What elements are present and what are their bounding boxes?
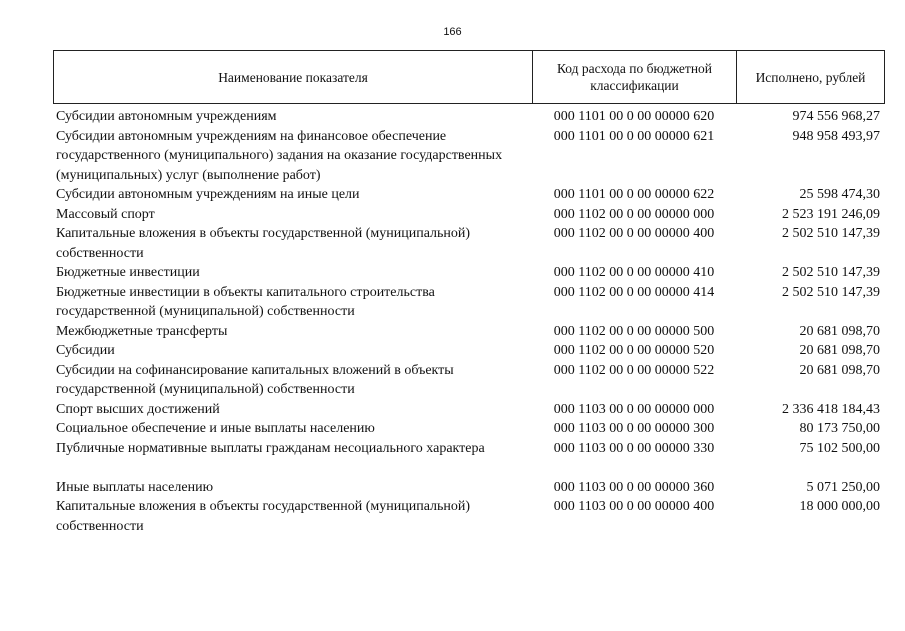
table-row — [56, 263, 880, 283]
row-name: Субсидии на софинансирование капитальных вложений в объекты государственной (муниципальной) собственности — [56, 362, 454, 397]
row-name: Бюджетные инвестиции в объекты капитального строительства государственной (муниципальной) собственности — [56, 284, 435, 319]
row-code: 000 1103 00 0 00 00000 400 — [553, 499, 715, 514]
row-amount: 20 681 098,70 — [799, 343, 880, 358]
row-name: Публичные нормативные выплаты гражданам несоциального характера — [56, 440, 485, 456]
row-amount: 2 523 191 246,09 — [782, 206, 880, 222]
table-row — [56, 439, 880, 459]
table-row — [56, 400, 880, 420]
row-name: Субсидии автономным учреждениям — [56, 109, 277, 124]
table-row — [56, 205, 880, 225]
row-name: Субсидии — [56, 343, 115, 358]
table-row — [56, 127, 880, 186]
table-row — [56, 283, 880, 322]
row-code: 000 1103 00 0 00 00000 330 — [553, 440, 715, 456]
row-code: 000 1102 00 0 00 00000 000 — [553, 206, 715, 222]
row-amount: 18 000 000,00 — [799, 499, 880, 514]
table-row — [56, 341, 880, 361]
row-code: 000 1103 00 0 00 00000 000 — [553, 401, 715, 417]
row-code: 000 1102 00 0 00 00000 410 — [553, 265, 715, 280]
row-amount: 948 958 493,97 — [792, 128, 880, 144]
row-name: Капитальные вложения в объекты государственной (муниципальной) собственности — [56, 226, 471, 261]
header-code: Код расхода по бюджетной классификации — [533, 51, 737, 103]
page-number: 166 — [443, 26, 462, 38]
table-row — [56, 478, 880, 498]
row-code: 000 1102 00 0 00 00000 414 — [553, 284, 715, 300]
row-code: 000 1101 00 0 00 00000 621 — [553, 128, 715, 144]
row-name: Субсидии автономным учреждениям на финансовое обеспечение государственного (муниципального) задания на оказание государственных (муниципальных) услуг (выполнение работ) — [56, 128, 503, 183]
row-code: 000 1101 00 0 00 00000 622 — [553, 187, 715, 202]
row-amount: 974 556 968,27 — [792, 109, 880, 124]
row-spacer — [56, 458, 880, 478]
row-name: Межбюджетные трансферты — [56, 323, 228, 339]
row-name: Капитальные вложения в объекты государственной (муниципальной) собственности — [56, 499, 471, 534]
row-name: Иные выплаты населению — [56, 479, 214, 495]
header-name: Наименование показателя — [54, 51, 533, 103]
row-amount: 2 502 510 147,39 — [782, 284, 880, 300]
row-name: Субсидии автономным учреждениям на иные цели — [56, 187, 360, 202]
table-row — [56, 185, 880, 205]
row-name: Спорт высших достижений — [56, 401, 220, 417]
row-code: 000 1103 00 0 00 00000 360 — [553, 479, 715, 495]
row-amount: 5 071 250,00 — [806, 479, 880, 495]
table-row — [56, 361, 880, 400]
table-row — [56, 322, 880, 342]
row-name: Массовый спорт — [56, 206, 155, 222]
row-amount: 25 598 474,30 — [799, 187, 880, 202]
table-row — [56, 497, 880, 536]
row-amount: 2 336 418 184,43 — [782, 401, 880, 417]
row-code: 000 1102 00 0 00 00000 520 — [553, 343, 715, 358]
row-code: 000 1102 00 0 00 00000 400 — [553, 226, 715, 241]
table-body — [56, 107, 880, 536]
row-code: 000 1103 00 0 00 00000 300 — [553, 421, 715, 436]
table-row — [56, 107, 880, 127]
row-code: 000 1102 00 0 00 00000 522 — [553, 362, 715, 378]
row-name: Социальное обеспечение и иные выплаты населению — [56, 421, 375, 436]
row-code: 000 1102 00 0 00 00000 500 — [553, 323, 715, 339]
header-executed: Исполнено, рублей — [755, 69, 866, 85]
table-header — [53, 50, 885, 104]
row-amount: 80 173 750,00 — [799, 421, 880, 436]
row-amount: 75 102 500,00 — [799, 440, 880, 456]
row-name: Бюджетные инвестиции — [56, 265, 200, 280]
row-amount: 2 502 510 147,39 — [782, 265, 880, 280]
row-amount: 20 681 098,70 — [799, 362, 880, 378]
table-row — [56, 419, 880, 439]
row-code: 000 1101 00 0 00 00000 620 — [553, 109, 715, 124]
row-amount: 20 681 098,70 — [799, 323, 880, 339]
table-row — [56, 224, 880, 263]
row-amount: 2 502 510 147,39 — [782, 226, 880, 241]
